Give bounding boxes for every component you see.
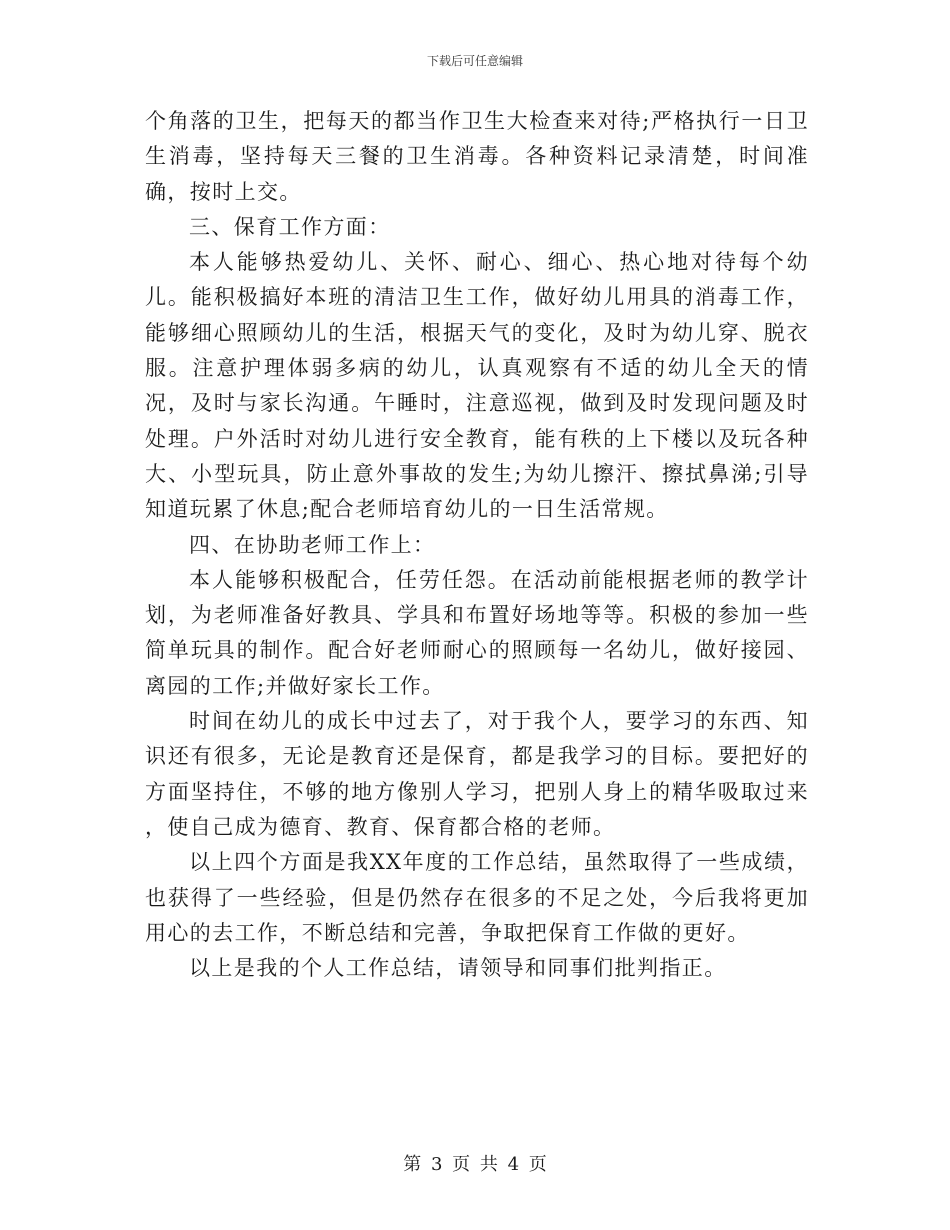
document-body bbox=[145, 104, 809, 986]
paragraph-hygiene-continued: 个角落的卫生，把每天的都当作卫生大检查来对待;严格执行一日卫生消毒，坚持每天三餐的卫生消毒。各种资料记录清楚，时间准确，按时上交。 bbox=[145, 109, 809, 204]
page-header: 下载后可任意编辑 bbox=[426, 54, 523, 68]
paragraph-reflection: 时间在幼儿的成长中过去了，对于我个人，要学习的东西、知识还有很多，无论是教育还是保育，都是我学习的目标。要把好的方面坚持住，不够的地方像别人学习，把别人身上的精华吸取过来 ，使自己成为德育、教育、保育都合格的老师。 bbox=[145, 709, 809, 839]
page-number: 第 3 页 共 4 页 bbox=[403, 1154, 547, 1175]
section-heading-assisting-teachers: 四、在协助老师工作上： bbox=[189, 532, 436, 557]
paragraph-childcare-work: 本人能够热爱幼儿、关怀、耐心、细心、热心地对待每个幼儿。能积极搞好本班的清洁卫生工作，做好幼儿用具的消毒工作，能够细心照顾幼儿的生活，根据天气的变化，及时为幼儿穿、脱衣服。注意护理体弱多病的幼儿，认真观察有不适的幼儿全天的情况，及时与家长沟通。午睡时，注意巡视，做到及时发现问题及时处理。户外活时对幼儿进行安全教育，能有秩的上下楼以及玩各种大、小型玩具，防止意外事故的发生;为幼儿擦汗、擦拭鼻涕;引导知道玩累了休息;配合老师培育幼儿的一日生活常规。 bbox=[145, 250, 809, 522]
paragraph-summary: 以上四个方面是我XX年度的工作总结，虽然取得了一些成绩，也获得了一些经验，但是仍然存在很多的不足之处，今后我将更加用心的去工作，不断总结和完善，争取把保育工作做的更好。 bbox=[145, 850, 809, 945]
section-heading-childcare-work: 三、保育工作方面： bbox=[189, 214, 391, 239]
paragraph-assisting-teachers: 本人能够积极配合，任劳任怨。在活动前能根据老师的教学计划，为老师准备好教具、学具和布置好场地等等。积极的参加一些简单玩具的制作。配合好老师耐心的照顾每一名幼儿，做好接园、离园的工作;并做好家长工作。 bbox=[145, 567, 809, 698]
paragraph-closing: 以上是我的个人工作总结，请领导和同事们批判指正。 bbox=[189, 956, 727, 981]
